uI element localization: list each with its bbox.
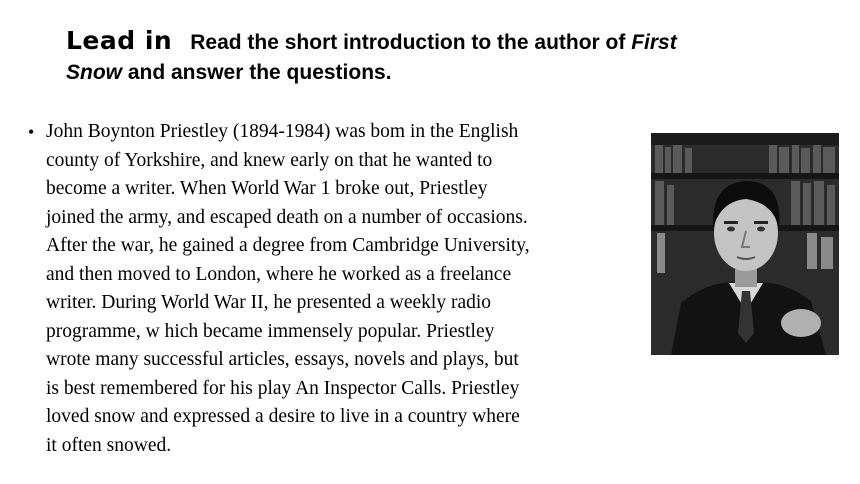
book-title-first: First: [631, 31, 677, 54]
lead-in-label: Lead in: [66, 26, 173, 55]
author-biography: John Boynton Priestley (1894-1984) was bom in the English county of Yorkshire, and knew early on that he wanted to become a writer. When World War 1 broke out, Priestley joined the army, and escaped death on a number of occasions. After the war, he gained a degree from Cambridge University, and then moved to London, where he worked as a freelance writer. During World War II, he presented a weekly radio programme, w hich became immensely popular. Priestley wrote many successful articles, essays, novels and plays, but is best remembered for his play An Inspector Calls. Priestley loved snow and expressed a desire to live in a country where it often snowed.: [46, 121, 530, 456]
author-portrait-photo: [651, 133, 839, 355]
slide-heading: [66, 26, 806, 88]
bullet-icon: •: [28, 122, 35, 142]
book-title-snow: Snow: [66, 61, 122, 84]
instruction-text-end: and answer the questions.: [122, 61, 392, 84]
instruction-text-start: Read the short introduction to the author of: [190, 31, 632, 54]
bullet-item: [24, 118, 644, 460]
